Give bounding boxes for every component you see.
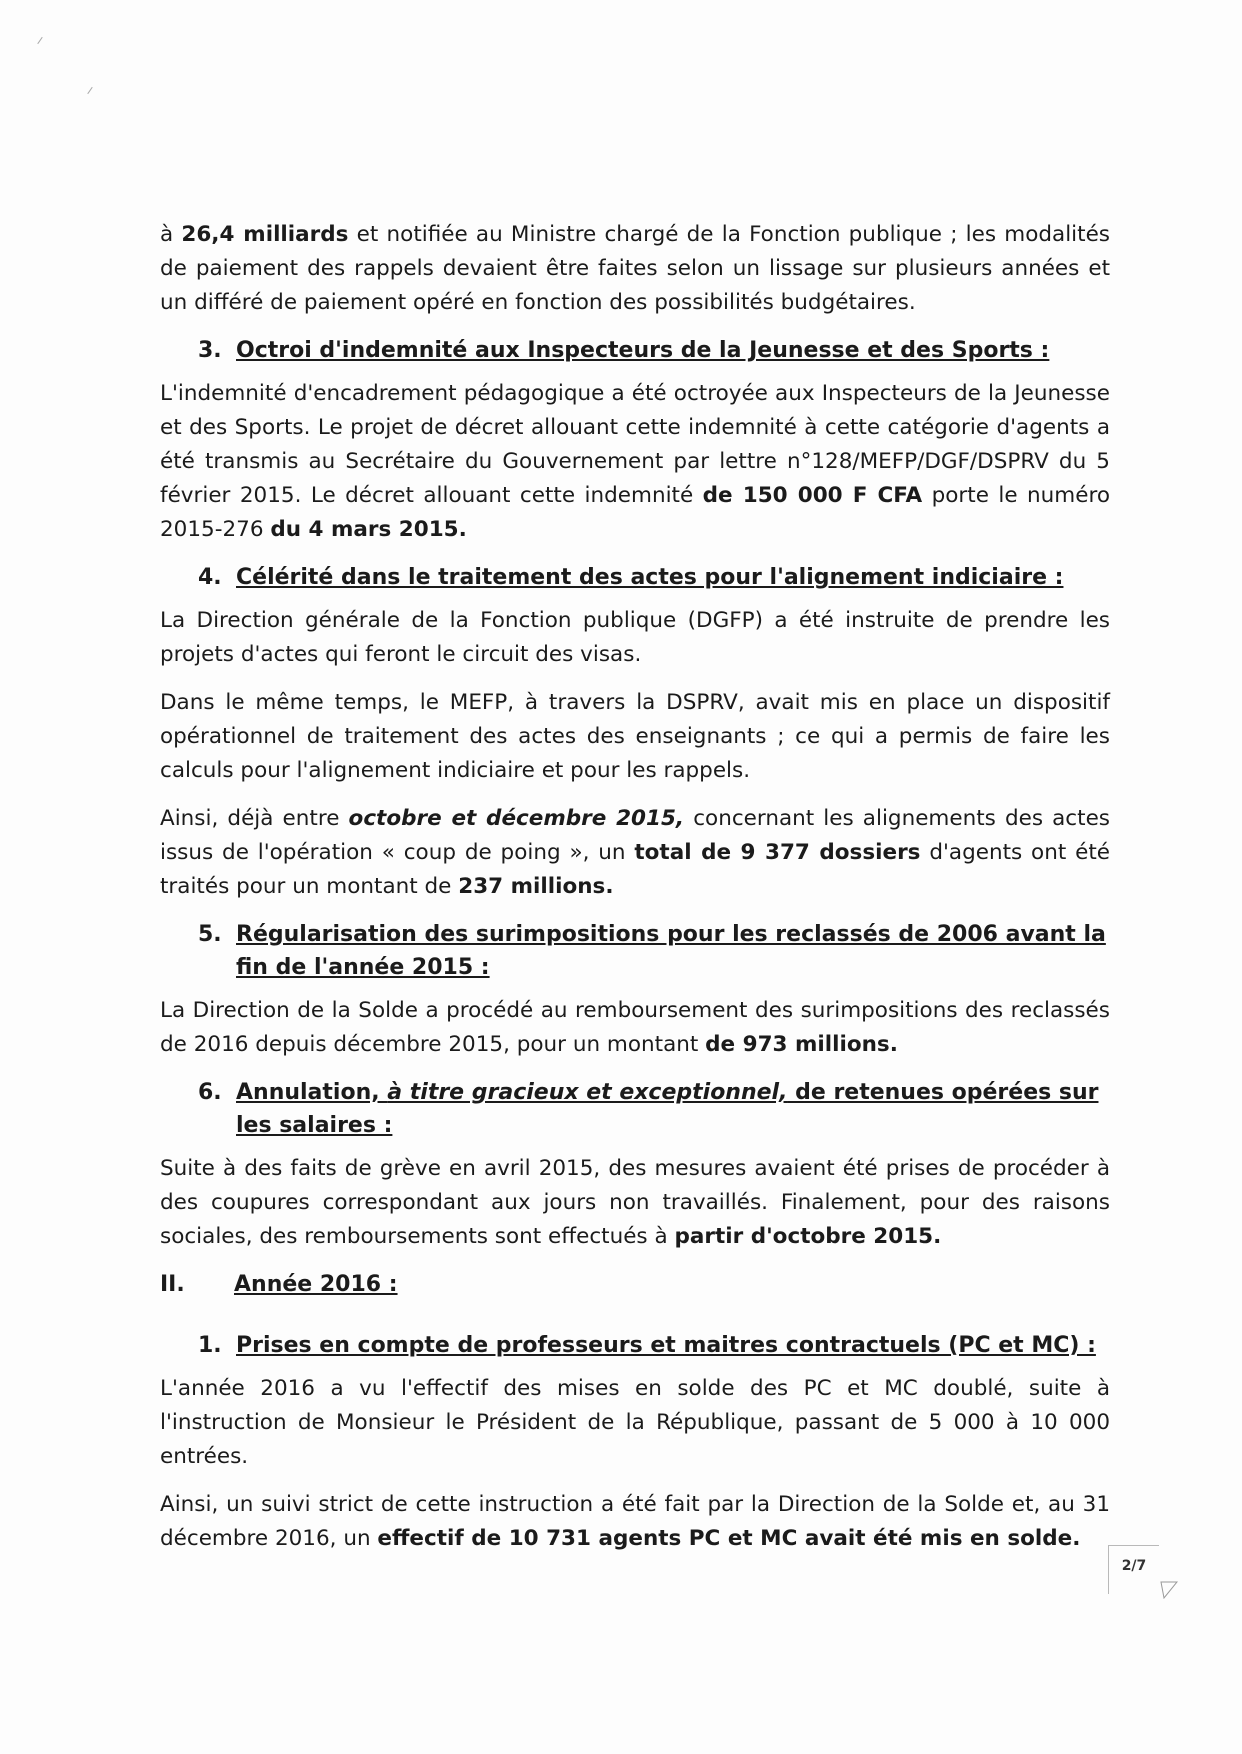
scan-speck bbox=[87, 87, 92, 94]
paragraph-effectif: L'année 2016 a vu l'effectif des mises en solde des PC et MC doublé, suite à l'instruction de Monsieur le Président de la République, passant de 5 000 à 10 000 entrées. bbox=[160, 1376, 1110, 1469]
paragraph-suivi: Ainsi, un suivi strict de cette instruction a été fait par la Direction de la Solde et, au 31 décembre 2016, un effectif de 10 731 agents PC et MC avait été mis en solde. bbox=[160, 1492, 1110, 1551]
heading-5: 5. Régularisation des surimpositions pour les reclassés de 2006 avant la fin de l'année 2015 : bbox=[198, 922, 1106, 980]
paragraph-alignements: Ainsi, déjà entre octobre et décembre 2015, concernant les alignements des actes issus de l'opération « coup de poing », un total de 9 377 dossiers d'agents ont été traités pour un montant de 237 millions. bbox=[160, 806, 1110, 899]
paragraph-greve: Suite à des faits de grève en avril 2015, des mesures avaient été prises de procéder à des coupures correspondant aux jours non travaillés. Finalement, pour des raisons sociales, des remboursements sont effectués à partir d'octobre 2015. bbox=[160, 1156, 1110, 1249]
scan-speck bbox=[37, 37, 42, 44]
heading-1: 1. Prises en compte de professeurs et maitres contractuels (PC et MC) : bbox=[198, 1333, 1096, 1358]
paragraph-dgfp: La Direction générale de la Fonction publique (DGFP) a été instruite de prendre les projets d'actes qui feront le circuit des visas. bbox=[160, 608, 1110, 667]
paragraph-indemnite: L'indemnité d'encadrement pédagogique a été octroyée aux Inspecteurs de la Jeunesse et des Sports. Le projet de décret allouant cette indemnité à cette catégorie d'agents a été transmis au Secrétaire du Gouvernement par lettre n°128/MEFP/DGF/DSPRV du 5 février 2015. Le décret allouant cette indemnité de 150 000 F CFA porte le numéro 2015-276 du 4 mars 2015. bbox=[160, 381, 1110, 542]
heading-6: 6. Annulation, à titre gracieux et exceptionnel, de retenues opérées sur les salaires : bbox=[198, 1080, 1099, 1138]
paragraph-continuation: à 26,4 milliards et notifiée au Ministre chargé de la Fonction publique ; les modalités de paiement des rappels devaient être faites selon un lissage sur plusieurs années et un différé de paiement opéré en fonction des possibilités budgétaires. bbox=[160, 222, 1111, 315]
paragraph-mefp: Dans le même temps, le MEFP, à travers la DSPRV, avait mis en place un dispositif opérationnel de traitement des actes des enseignants ; ce qui a permis de faire les calculs pour l'alignement indiciaire et pour les rappels. bbox=[160, 690, 1110, 783]
heading-3: 3. Octroi d'indemnité aux Inspecteurs de la Jeunesse et des Sports : bbox=[198, 338, 1050, 363]
document-body bbox=[160, 218, 1110, 1570]
page-corner-icon bbox=[1160, 1581, 1178, 1599]
page-number: 2/7 bbox=[1108, 1545, 1159, 1594]
paragraph-solde: La Direction de la Solde a procédé au remboursement des surimpositions des reclassés de 2016 depuis décembre 2015, pour un montant de 973 millions. bbox=[160, 998, 1110, 1057]
heading-section-II: II. Année 2016 : bbox=[160, 1272, 398, 1297]
heading-4: 4. Célérité dans le traitement des actes pour l'alignement indiciaire : bbox=[198, 565, 1064, 590]
